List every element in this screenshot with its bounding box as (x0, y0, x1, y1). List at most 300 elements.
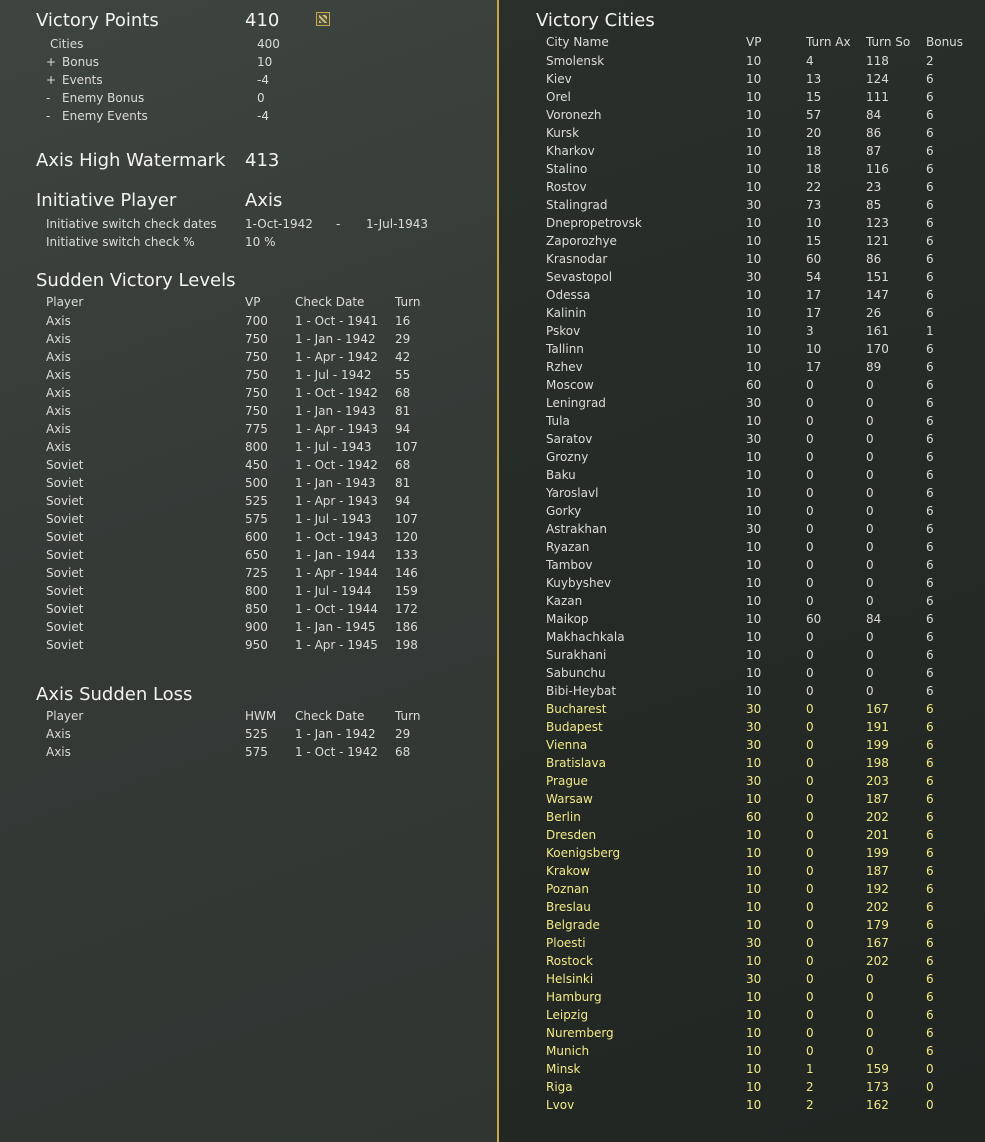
vp-enemy-events-label: Enemy Events (62, 109, 148, 123)
vp-cell: 800 (245, 584, 268, 598)
table-row (0, 412, 985, 430)
turn-cell: 172 (395, 602, 418, 616)
sudden-loss-title: Axis Sudden Loss (36, 684, 193, 705)
table-row (0, 844, 985, 862)
vp-cell: 10 (746, 828, 762, 842)
turn-cell: 68 (395, 745, 411, 759)
city-name-cell: Bratislava (546, 756, 606, 770)
player-cell: Axis (46, 368, 71, 382)
table-row (0, 142, 985, 160)
city-name-cell: Tambov (546, 558, 593, 572)
vp-cell: 10 (746, 360, 762, 374)
vp-cell: 450 (245, 458, 268, 472)
turn-so-cell: 0 (866, 972, 874, 986)
turn-ax-cell: 0 (806, 954, 814, 968)
turn-ax-cell: 0 (806, 774, 814, 788)
vp-cell: 525 (245, 494, 268, 508)
turn-ax-cell: 0 (806, 504, 814, 518)
turn-ax-cell: 17 (806, 360, 822, 374)
turn-ax-cell: 17 (806, 288, 822, 302)
bonus-cell: 6 (926, 378, 934, 392)
vp-cell: 10 (746, 90, 762, 104)
report-icon[interactable] (316, 12, 330, 26)
turn-ax-cell: 13 (806, 72, 822, 86)
vp-cell: 10 (746, 108, 762, 122)
city-name-cell: Moscow (546, 378, 594, 392)
table-row (0, 106, 985, 124)
city-name-cell: Koenigsberg (546, 846, 621, 860)
bonus-cell: 6 (926, 180, 934, 194)
vp-cell: 10 (746, 882, 762, 896)
turn-cell: 16 (395, 314, 411, 328)
check-date-cell: 1 - Oct - 1942 (295, 386, 378, 400)
vp-cell: 30 (746, 702, 762, 716)
turn-ax-cell: 0 (806, 468, 814, 482)
turn-so-cell: 198 (866, 756, 889, 770)
bonus-cell: 6 (926, 342, 934, 356)
table-row (0, 898, 985, 916)
turn-so-cell: 0 (866, 594, 874, 608)
turn-so-cell: 124 (866, 72, 889, 86)
vp-cell: 10 (746, 414, 762, 428)
turn-cell: 146 (395, 566, 418, 580)
bonus-cell: 6 (926, 504, 934, 518)
vp-cell: 10 (746, 1062, 762, 1076)
initiative-player: Axis (245, 190, 283, 211)
table-row (0, 286, 985, 304)
initiative-date-to: 1-Jul-1943 (366, 217, 428, 231)
check-date-cell: 1 - Apr - 1943 (295, 422, 378, 436)
turn-ax-cell: 54 (806, 270, 822, 284)
city-name-cell: Yaroslavl (546, 486, 599, 500)
turn-ax-cell: 0 (806, 540, 814, 554)
player-cell: Soviet (46, 530, 84, 544)
table-row (0, 1042, 985, 1060)
bonus-cell: 6 (926, 936, 934, 950)
turn-ax-cell: 73 (806, 198, 822, 212)
check-date-cell: 1 - Apr - 1943 (295, 494, 378, 508)
vp-cell: 10 (746, 540, 762, 554)
check-date-cell: 1 - Jan - 1943 (295, 476, 376, 490)
turn-ax-cell: 0 (806, 756, 814, 770)
turn-ax-cell: 15 (806, 90, 822, 104)
turn-so-cell: 187 (866, 864, 889, 878)
turn-so-cell: 167 (866, 936, 889, 950)
bonus-cell: 6 (926, 684, 934, 698)
sl-header-player: Player (46, 709, 84, 723)
vp-cell: 10 (746, 342, 762, 356)
turn-ax-cell: 0 (806, 558, 814, 572)
bonus-cell: 6 (926, 864, 934, 878)
turn-ax-cell: 0 (806, 1026, 814, 1040)
city-name-cell: Munich (546, 1044, 590, 1058)
sudden-victory-title: Sudden Victory Levels (36, 270, 236, 291)
vp-enemy-events-value: -4 (257, 109, 269, 123)
vp-bonus-label: Bonus (62, 55, 100, 69)
turn-ax-cell: 0 (806, 792, 814, 806)
player-cell: Axis (46, 386, 71, 400)
bonus-cell: 6 (926, 720, 934, 734)
bonus-cell: 6 (926, 774, 934, 788)
player-cell: Axis (46, 404, 71, 418)
table-row (0, 88, 985, 106)
city-name-cell: Bibi-Heybat (546, 684, 617, 698)
city-name-cell: Stalino (546, 162, 588, 176)
turn-ax-cell: 0 (806, 522, 814, 536)
turn-so-cell: 0 (866, 414, 874, 428)
bonus-cell: 6 (926, 198, 934, 212)
vp-cell: 10 (746, 1044, 762, 1058)
turn-cell: 29 (395, 332, 411, 346)
city-name-cell: Orel (546, 90, 571, 104)
city-name-cell: Dresden (546, 828, 597, 842)
player-cell: Soviet (46, 638, 84, 652)
turn-ax-cell: 0 (806, 882, 814, 896)
city-name-cell: Baku (546, 468, 576, 482)
turn-so-cell: 159 (866, 1062, 889, 1076)
table-row (0, 772, 985, 790)
turn-so-cell: 199 (866, 846, 889, 860)
check-date-cell: 1 - Oct - 1942 (295, 458, 378, 472)
turn-so-cell: 173 (866, 1080, 889, 1094)
turn-so-cell: 86 (866, 126, 882, 140)
high-watermark-value: 413 (245, 150, 280, 171)
sv-header-check-date: Check Date (295, 295, 365, 309)
turn-so-cell: 170 (866, 342, 889, 356)
city-name-cell: Kursk (546, 126, 580, 140)
turn-ax-cell: 18 (806, 144, 822, 158)
turn-ax-cell: 0 (806, 378, 814, 392)
player-cell: Axis (46, 350, 71, 364)
vp-cell: 10 (746, 288, 762, 302)
bonus-cell: 6 (926, 972, 934, 986)
turn-cell: 107 (395, 440, 418, 454)
check-date-cell: 1 - Oct - 1941 (295, 314, 378, 328)
turn-ax-cell: 0 (806, 648, 814, 662)
turn-ax-cell: 0 (806, 432, 814, 446)
table-row (0, 340, 985, 358)
bonus-cell: 0 (926, 1098, 934, 1112)
vp-cell: 60 (746, 810, 762, 824)
bonus-cell: 6 (926, 360, 934, 374)
city-name-cell: Tula (546, 414, 570, 428)
turn-ax-cell: 0 (806, 414, 814, 428)
vp-cell: 10 (746, 252, 762, 266)
player-cell: Soviet (46, 512, 84, 526)
table-row (0, 970, 985, 988)
table-row (0, 952, 985, 970)
turn-so-cell: 0 (866, 504, 874, 518)
vp-cell: 30 (746, 720, 762, 734)
bonus-cell: 6 (926, 396, 934, 410)
turn-so-cell: 123 (866, 216, 889, 230)
player-cell: Axis (46, 727, 71, 741)
turn-cell: 68 (395, 386, 411, 400)
turn-so-cell: 179 (866, 918, 889, 932)
city-name-cell: Dnepropetrovsk (546, 216, 642, 230)
turn-so-cell: 0 (866, 378, 874, 392)
bonus-cell: 6 (926, 792, 934, 806)
initiative-pct-value: 10 % (245, 235, 276, 249)
turn-so-cell: 203 (866, 774, 889, 788)
turn-ax-cell: 0 (806, 864, 814, 878)
vp-cell: 700 (245, 314, 268, 328)
hwm-cell: 575 (245, 745, 268, 759)
table-row (0, 124, 985, 142)
player-cell: Axis (46, 332, 71, 346)
vp-cell: 10 (746, 990, 762, 1004)
turn-ax-cell: 4 (806, 54, 814, 68)
vp-cell: 10 (746, 684, 762, 698)
victory-cities-table (0, 52, 985, 1114)
bonus-cell: 6 (926, 1008, 934, 1022)
bonus-cell: 6 (926, 918, 934, 932)
vp-cell: 30 (746, 972, 762, 986)
player-cell: Axis (46, 440, 71, 454)
bonus-cell: 6 (926, 828, 934, 842)
turn-cell: 81 (395, 476, 411, 490)
turn-ax-cell: 0 (806, 576, 814, 590)
initiative-date-from: 1-Oct-1942 (245, 217, 313, 231)
turn-so-cell: 0 (866, 540, 874, 554)
turn-so-cell: 0 (866, 666, 874, 680)
turn-cell: 29 (395, 727, 411, 741)
table-row (0, 466, 985, 484)
table-row (0, 1006, 985, 1024)
turn-so-cell: 0 (866, 648, 874, 662)
initiative-dates-label: Initiative switch check dates (46, 217, 217, 231)
turn-so-cell: 0 (866, 1008, 874, 1022)
bonus-cell: 6 (926, 612, 934, 626)
turn-so-cell: 84 (866, 108, 882, 122)
vp-cell: 900 (245, 620, 268, 634)
vp-cell: 10 (746, 324, 762, 338)
table-row (0, 52, 985, 70)
turn-ax-cell: 60 (806, 252, 822, 266)
turn-ax-cell: 10 (806, 342, 822, 356)
vp-cell: 30 (746, 738, 762, 752)
table-row (0, 304, 985, 322)
turn-so-cell: 0 (866, 396, 874, 410)
vp-cell: 600 (245, 530, 268, 544)
table-row (0, 646, 985, 664)
bonus-cell: 6 (926, 252, 934, 266)
turn-ax-cell: 0 (806, 450, 814, 464)
bonus-cell: 6 (926, 288, 934, 302)
vp-cell: 30 (746, 270, 762, 284)
vp-cell: 10 (746, 162, 762, 176)
city-name-cell: Zaporozhye (546, 234, 617, 248)
vp-cell: 750 (245, 332, 268, 346)
city-name-cell: Vienna (546, 738, 588, 752)
turn-so-cell: 147 (866, 288, 889, 302)
bonus-cell: 6 (926, 522, 934, 536)
bonus-cell: 6 (926, 702, 934, 716)
city-name-cell: Rzhev (546, 360, 583, 374)
table-row (0, 430, 985, 448)
city-name-cell: Krakow (546, 864, 590, 878)
sv-header-vp: VP (245, 295, 261, 309)
table-row (0, 538, 985, 556)
turn-ax-cell: 0 (806, 720, 814, 734)
city-name-cell: Odessa (546, 288, 591, 302)
turn-cell: 94 (395, 422, 411, 436)
turn-ax-cell: 0 (806, 810, 814, 824)
vp-cell: 10 (746, 1098, 762, 1112)
bonus-cell: 6 (926, 306, 934, 320)
vp-cell: 10 (746, 450, 762, 464)
player-cell: Soviet (46, 548, 84, 562)
turn-ax-cell: 0 (806, 738, 814, 752)
vp-cell: 30 (746, 396, 762, 410)
turn-ax-cell: 0 (806, 936, 814, 950)
vp-cell: 10 (746, 234, 762, 248)
bonus-cell: 6 (926, 216, 934, 230)
player-cell: Soviet (46, 458, 84, 472)
turn-ax-cell: 0 (806, 666, 814, 680)
city-name-cell: Budapest (546, 720, 603, 734)
turn-so-cell: 0 (866, 432, 874, 446)
vp-cell: 30 (746, 432, 762, 446)
table-row (0, 754, 985, 772)
turn-so-cell: 23 (866, 180, 882, 194)
turn-cell: 159 (395, 584, 418, 598)
bonus-cell: 6 (926, 756, 934, 770)
city-name-cell: Lvov (546, 1098, 575, 1112)
turn-so-cell: 89 (866, 360, 882, 374)
turn-ax-cell: 0 (806, 486, 814, 500)
table-row (0, 718, 985, 736)
turn-so-cell: 0 (866, 684, 874, 698)
turn-cell: 133 (395, 548, 418, 562)
table-row (0, 232, 985, 250)
table-row (0, 1078, 985, 1096)
check-date-cell: 1 - Jan - 1942 (295, 332, 376, 346)
table-row (0, 574, 985, 592)
vp-cell: 750 (245, 368, 268, 382)
turn-ax-cell: 0 (806, 828, 814, 842)
bonus-cell: 6 (926, 594, 934, 608)
city-name-cell: Leningrad (546, 396, 606, 410)
table-row (0, 880, 985, 898)
table-row (0, 502, 985, 520)
table-row (0, 520, 985, 538)
turn-ax-cell: 1 (806, 1062, 814, 1076)
turn-ax-cell: 0 (806, 684, 814, 698)
check-date-cell: 1 - Jan - 1944 (295, 548, 376, 562)
turn-so-cell: 0 (866, 1026, 874, 1040)
turn-ax-cell: 0 (806, 1008, 814, 1022)
table-row (0, 1060, 985, 1078)
vp-cell: 950 (245, 638, 268, 652)
table-row (0, 808, 985, 826)
turn-ax-cell: 57 (806, 108, 822, 122)
bonus-cell: 6 (926, 630, 934, 644)
turn-so-cell: 162 (866, 1098, 889, 1112)
vp-cell: 30 (746, 774, 762, 788)
turn-cell: 198 (395, 638, 418, 652)
city-name-cell: Prague (546, 774, 588, 788)
city-name-cell: Stalingrad (546, 198, 608, 212)
table-row (0, 448, 985, 466)
bonus-cell: 6 (926, 990, 934, 1004)
turn-cell: 120 (395, 530, 418, 544)
hwm-cell: 525 (245, 727, 268, 741)
vp-cell: 850 (245, 602, 268, 616)
check-date-cell: 1 - Jan - 1943 (295, 404, 376, 418)
table-row (0, 862, 985, 880)
table-row (0, 214, 985, 232)
victory-points-total: 410 (245, 10, 280, 31)
city-name-cell: Ryazan (546, 540, 590, 554)
vp-cell: 725 (245, 566, 268, 580)
turn-cell: 42 (395, 350, 411, 364)
turn-so-cell: 0 (866, 468, 874, 482)
initiative-pct-label: Initiative switch check % (46, 235, 195, 249)
vp-cell: 575 (245, 512, 268, 526)
bonus-cell: 6 (926, 900, 934, 914)
city-name-cell: Hamburg (546, 990, 602, 1004)
city-name-cell: Makhachkala (546, 630, 625, 644)
city-name-cell: Gorky (546, 504, 582, 518)
turn-ax-cell: 18 (806, 162, 822, 176)
turn-ax-cell: 0 (806, 630, 814, 644)
turn-ax-cell: 17 (806, 306, 822, 320)
turn-so-cell: 201 (866, 828, 889, 842)
bonus-cell: 6 (926, 72, 934, 86)
vp-enemy-bonus-value: 0 (257, 91, 265, 105)
vp-cell: 10 (746, 558, 762, 572)
turn-so-cell: 87 (866, 144, 882, 158)
vp-cell: 10 (746, 648, 762, 662)
city-name-cell: Tallinn (546, 342, 584, 356)
table-row (0, 376, 985, 394)
vp-cell: 750 (245, 404, 268, 418)
table-row (0, 682, 985, 700)
city-name-cell: Kuybyshev (546, 576, 612, 590)
city-name-cell: Belgrade (546, 918, 600, 932)
city-name-cell: Astrakhan (546, 522, 607, 536)
check-date-cell: 1 - Oct - 1944 (295, 602, 378, 616)
bonus-cell: 2 (926, 54, 934, 68)
table-row (0, 358, 985, 376)
table-row (0, 790, 985, 808)
table-row (0, 196, 985, 214)
vp-cell: 750 (245, 386, 268, 400)
table-row (0, 1024, 985, 1042)
bonus-cell: 1 (926, 324, 934, 338)
bonus-cell: 6 (926, 576, 934, 590)
turn-so-cell: 199 (866, 738, 889, 752)
bonus-cell: 6 (926, 414, 934, 428)
vp-cell: 10 (746, 576, 762, 590)
turn-cell: 81 (395, 404, 411, 418)
city-name-cell: Poznan (546, 882, 590, 896)
bonus-cell: 6 (926, 558, 934, 572)
city-name-cell: Minsk (546, 1062, 581, 1076)
vp-cell: 10 (746, 126, 762, 140)
turn-so-cell: 0 (866, 522, 874, 536)
player-cell: Soviet (46, 476, 84, 490)
city-name-cell: Voronezh (546, 108, 602, 122)
vp-cell: 10 (746, 1008, 762, 1022)
vp-cell: 10 (746, 846, 762, 860)
city-name-cell: Bucharest (546, 702, 607, 716)
city-name-cell: Leipzig (546, 1008, 589, 1022)
check-date-cell: 1 - Oct - 1942 (295, 745, 378, 759)
vp-cell: 10 (746, 594, 762, 608)
table-row (0, 700, 985, 718)
